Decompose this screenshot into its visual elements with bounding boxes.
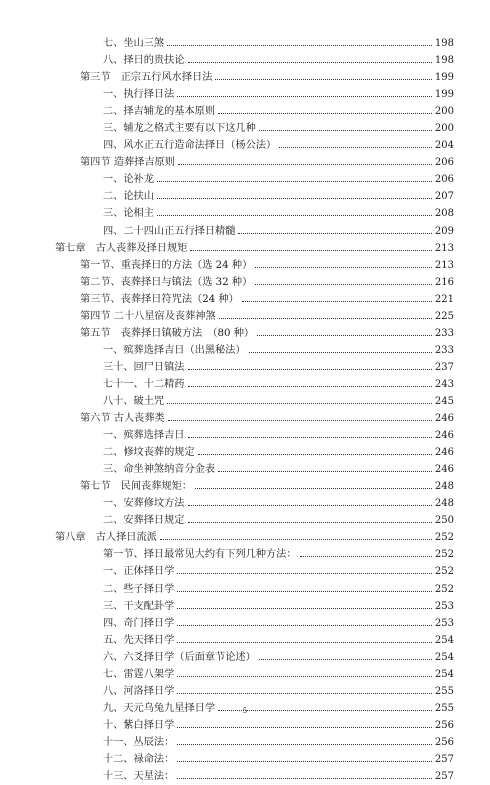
- toc-entry-title: 第七节 民间丧葬规矩：: [80, 478, 193, 495]
- dot-leader: [177, 761, 432, 762]
- dot-leader: [218, 471, 432, 472]
- toc-entry-title: 第三节、丧葬择日符咒法（24 种）: [80, 291, 240, 308]
- dot-leader: [188, 437, 432, 438]
- toc-entry-title: 八、择日的贵扶论: [103, 52, 186, 69]
- toc-entry: [0, 768, 490, 785]
- dot-leader: [177, 573, 432, 574]
- dot-leader: [218, 113, 432, 114]
- toc-entry-title: 十二、禄命法：: [103, 751, 175, 768]
- toc-entry-title: 七、坐山三煞: [103, 35, 165, 52]
- toc-entry: [0, 581, 490, 598]
- toc-entry-page: 255: [434, 702, 454, 714]
- toc-entry-page: 246: [434, 447, 454, 459]
- toc-entry-page: 257: [434, 753, 454, 765]
- dot-leader: [255, 267, 432, 268]
- toc-entry-page: 200: [434, 106, 454, 118]
- dot-leader: [160, 539, 432, 540]
- toc-entry-title: 七、雷霆八架学: [103, 666, 175, 683]
- dot-leader: [188, 522, 432, 523]
- toc-entry: [0, 257, 490, 274]
- toc-entry-title: 六、六爻择日学（后面章节论述）: [103, 649, 257, 666]
- dot-leader: [177, 96, 432, 97]
- dot-leader: [177, 625, 432, 626]
- dot-leader: [188, 62, 432, 63]
- toc-entry-page: 200: [434, 123, 454, 135]
- toc-entry: [0, 86, 490, 103]
- toc-entry-page: 254: [434, 668, 454, 680]
- toc-entry-page: 233: [434, 327, 454, 339]
- toc-entry: [0, 546, 490, 563]
- toc-entry: [0, 734, 490, 751]
- toc-entry-page: 248: [434, 481, 454, 493]
- toc-entry: [0, 563, 490, 580]
- dot-leader: [157, 198, 432, 199]
- toc-entry-page: 204: [434, 140, 454, 152]
- toc-entry-page: 250: [434, 515, 454, 527]
- toc-entry-title: 第二节、丧葬择日与镇法（选 32 种）: [80, 274, 253, 291]
- toc-entry-page: 254: [434, 651, 454, 663]
- toc-entry: [0, 342, 490, 359]
- dot-leader: [177, 693, 432, 694]
- toc-entry: [0, 240, 490, 257]
- toc-entry-title: 第六节 古人丧葬类: [80, 410, 166, 427]
- toc-entry: [0, 223, 490, 240]
- toc-entry-page: 252: [434, 566, 454, 578]
- toc-entry-title: 八十、破土咒: [103, 393, 165, 410]
- toc-entry-title: 一、正体择日学: [103, 563, 175, 580]
- dot-leader: [190, 250, 432, 251]
- toc-entry: [0, 393, 490, 410]
- toc-entry: [0, 410, 490, 427]
- toc-entry-page: 225: [434, 310, 454, 322]
- toc-entry-page: 252: [434, 583, 454, 595]
- toc-entry-title: 第五节 丧葬择日镇破方法 （80 种）: [80, 325, 255, 342]
- toc-entry-title: 第八章 古人择日流派: [55, 529, 158, 546]
- toc-entry-page: 252: [434, 532, 454, 544]
- toc-entry-page: 256: [434, 736, 454, 748]
- toc-entry-title: 二、安葬择日规定: [103, 512, 186, 529]
- dot-leader: [177, 744, 432, 745]
- toc-entry-title: 第三节 正宗五行风水择日法: [80, 69, 213, 86]
- toc-entry-title: 三、干支配卦学: [103, 598, 175, 615]
- toc-entry-title: 二、修坟丧葬的规定: [103, 444, 196, 461]
- toc-entry-page: 243: [434, 378, 454, 390]
- toc-entry-title: 第四节 二十八星宿及丧葬神煞: [80, 308, 217, 325]
- toc-entry-page: 198: [434, 38, 454, 49]
- toc-entry-title: 十一、丛辰法：: [103, 734, 175, 751]
- toc-entry-title: 七十一、十二精药: [103, 376, 186, 393]
- dot-leader: [219, 318, 432, 319]
- toc-entry: [0, 308, 490, 325]
- toc-entry-title: 四、奇门择日学: [103, 615, 175, 632]
- dot-leader: [242, 301, 432, 302]
- dot-leader: [157, 215, 432, 216]
- toc-entry-title: 一、执行择日法: [103, 86, 175, 103]
- toc-entry-page: 221: [434, 293, 454, 305]
- dot-leader: [257, 335, 432, 336]
- toc-entry-page: 233: [434, 344, 454, 356]
- dot-leader: [255, 284, 432, 285]
- toc-entry: [0, 69, 490, 86]
- dot-leader: [177, 591, 432, 592]
- toc-entry-title: 三、论相主: [103, 205, 155, 222]
- toc-entry: [0, 35, 490, 52]
- toc-entry: [0, 461, 490, 478]
- toc-entry-page: 256: [434, 719, 454, 731]
- toc-entry-page: 213: [434, 242, 454, 254]
- toc-entry-title: 一、论补龙: [103, 171, 155, 188]
- toc-entry-title: 十、紫白择日学: [103, 717, 175, 734]
- dot-leader: [238, 233, 432, 234]
- dot-leader: [177, 676, 432, 677]
- dot-leader: [195, 488, 432, 489]
- toc-entry-page: 237: [434, 361, 454, 373]
- toc-entry-page: 199: [434, 72, 454, 84]
- toc-entry: [0, 274, 490, 291]
- dot-leader: [157, 181, 432, 182]
- toc-entry: [0, 137, 490, 154]
- table-of-contents: [0, 35, 490, 785]
- toc-entry-page: 252: [434, 549, 454, 561]
- toc-entry: [0, 683, 490, 700]
- toc-entry-page: 246: [434, 464, 454, 476]
- toc-entry-page: 207: [434, 191, 454, 203]
- dot-leader: [177, 608, 432, 609]
- toc-entry: [0, 325, 490, 342]
- toc-entry-page: 245: [434, 395, 454, 407]
- toc-entry: [0, 615, 490, 632]
- toc-entry-title: 四、风水正五行造命法择日（杨公法）: [103, 137, 277, 154]
- dot-leader: [178, 164, 432, 165]
- toc-entry-title: 第一节、重丧择日的方法（选 24 种）: [80, 257, 253, 274]
- toc-entry-title: 二、择吉辅龙的基本原则: [103, 103, 216, 120]
- toc-entry-page: 206: [434, 157, 454, 169]
- toc-entry-page: 253: [434, 600, 454, 612]
- toc-entry: [0, 376, 490, 393]
- toc-entry-page: 209: [434, 225, 454, 237]
- dot-leader: [188, 369, 432, 370]
- toc-entry: [0, 512, 490, 529]
- toc-entry: [0, 103, 490, 120]
- toc-entry-page: 246: [434, 430, 454, 442]
- toc-entry-title: 二、论扶山: [103, 188, 155, 205]
- dot-leader: [188, 386, 432, 387]
- toc-entry-title: 第七章 古人丧葬及择日规矩: [55, 240, 188, 257]
- toc-entry: [0, 632, 490, 649]
- dot-leader: [198, 454, 432, 455]
- toc-entry-page: 255: [434, 685, 454, 697]
- toc-entry-page: 198: [434, 55, 454, 67]
- dot-leader: [249, 352, 432, 353]
- dot-leader: [167, 403, 432, 404]
- toc-entry: [0, 649, 490, 666]
- toc-entry: [0, 666, 490, 683]
- dot-leader: [167, 45, 432, 46]
- dot-leader: [177, 642, 432, 643]
- toc-entry-page: 216: [434, 276, 454, 288]
- toc-entry-title: 十三、天星法：: [103, 768, 175, 785]
- toc-entry-title: 一、殡葬选择吉日（出黑秘法）: [103, 342, 247, 359]
- toc-entry-page: 253: [434, 617, 454, 629]
- toc-entry: [0, 598, 490, 615]
- toc-entry-page: 246: [434, 413, 454, 425]
- toc-entry-title: 第四节 造葬择吉原则: [80, 154, 176, 171]
- toc-entry: [0, 478, 490, 495]
- toc-entry: [0, 171, 490, 188]
- toc-entry: [0, 205, 490, 222]
- toc-entry-page: 254: [434, 634, 454, 646]
- dot-leader: [300, 556, 432, 557]
- toc-entry-title: 三、命坐神煞纳音分金表: [103, 461, 216, 478]
- toc-entry-title: 五、先天择日学: [103, 632, 175, 649]
- toc-entry: [0, 291, 490, 308]
- dot-leader: [215, 79, 432, 80]
- toc-entry-page: 199: [434, 89, 454, 101]
- toc-entry: [0, 52, 490, 69]
- toc-entry-page: 208: [434, 208, 454, 220]
- toc-entry-page: 257: [434, 771, 454, 783]
- toc-entry: [0, 154, 490, 171]
- dot-leader: [259, 130, 432, 131]
- toc-entry: [0, 359, 490, 376]
- toc-entry: [0, 444, 490, 461]
- toc-entry: [0, 188, 490, 205]
- dot-leader: [259, 659, 432, 660]
- toc-entry-page: 206: [434, 174, 454, 186]
- toc-entry-title: 四、二十四山正五行择日精髓: [103, 223, 236, 240]
- dot-leader: [188, 505, 432, 506]
- toc-entry-title: 九、天元乌兔九星择日学: [103, 700, 216, 717]
- toc-entry: [0, 120, 490, 137]
- toc-entry-page: 248: [434, 498, 454, 510]
- toc-entry: [0, 529, 490, 546]
- toc-entry: [0, 495, 490, 512]
- dot-leader: [177, 778, 432, 779]
- toc-entry-title: 三十、回尸日镇法: [103, 359, 186, 376]
- dot-leader: [279, 147, 432, 148]
- toc-entry-title: 三、辅龙之格式主要有以下这几种: [103, 120, 257, 137]
- toc-entry-title: 一、安葬修坟方法: [103, 495, 186, 512]
- toc-entry-title: 八、河洛择日学: [103, 683, 175, 700]
- toc-entry-title: 二、些子择日学: [103, 581, 175, 598]
- toc-entry-page: 213: [434, 259, 454, 271]
- toc-entry-title: 第一节、择日最常见大约有下列几种方法：: [103, 546, 298, 563]
- toc-entry: [0, 427, 490, 444]
- toc-entry: [0, 717, 490, 734]
- toc-entry-title: 一、殡葬选择吉日: [103, 427, 186, 444]
- page-number: 5: [243, 706, 247, 715]
- dot-leader: [168, 420, 432, 421]
- toc-entry: [0, 751, 490, 768]
